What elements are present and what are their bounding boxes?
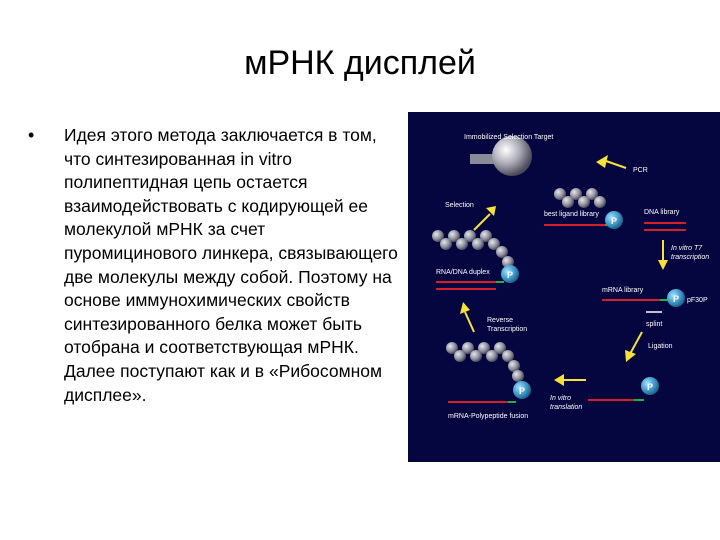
bullet-text: Идея этого метода заключается в том, что синтезированная in vitro полипептидная цепь остается взаимодействовать с кодирующей ее молекулой мРНК за счет пуромицинового линкера, связывающего две молекулы между собой. Поэтому на основе иммунохимических свойств синтезированного белка может быть отобрана и соответствующая мРНК. Далее поступают как и в «Рибосомном дисплее». bbox=[64, 125, 398, 405]
label-reverse: Reverse bbox=[487, 317, 514, 324]
p-symbol: P bbox=[673, 294, 680, 304]
mrna-display-diagram bbox=[408, 112, 720, 462]
arrow-selection bbox=[486, 206, 496, 216]
label-immobilized-target: Immobilized Selection Target bbox=[464, 134, 554, 141]
bullet-item bbox=[28, 124, 398, 407]
label-transcription-2: Transcription bbox=[487, 326, 528, 333]
fusion-bead-chain bbox=[446, 342, 524, 382]
label-rna-dna-duplex: RNA/DNA duplex bbox=[436, 269, 490, 276]
arrow-translation bbox=[554, 374, 564, 386]
label-transcription: transcription bbox=[671, 254, 710, 261]
p-symbol: P bbox=[647, 382, 654, 392]
best-ligand-beads bbox=[554, 188, 606, 208]
label-ligation: Ligation bbox=[648, 343, 673, 350]
label-fusion: mRNA-Polypeptide fusion bbox=[448, 413, 529, 420]
label-mrna-library: mRNA library bbox=[602, 287, 644, 294]
label-translation: translation bbox=[550, 404, 583, 411]
label-selection: Selection bbox=[445, 202, 474, 209]
slide-title: мРНК дисплей bbox=[244, 44, 476, 82]
label-in-vitro: In vitro bbox=[550, 395, 572, 402]
bullet-symbol: • bbox=[28, 125, 35, 145]
p-symbol: P bbox=[507, 270, 514, 280]
label-dna-library: DNA library bbox=[644, 209, 680, 216]
label-splint: splint bbox=[646, 321, 663, 328]
label-best-ligand: best ligand library bbox=[544, 211, 599, 218]
label-pcr: PCR bbox=[633, 167, 648, 174]
label-p30p: pF30P bbox=[687, 297, 708, 304]
p-symbol: P bbox=[519, 386, 526, 396]
diagram-svg bbox=[408, 112, 720, 462]
p-symbol: P bbox=[611, 216, 618, 226]
selection-target-sphere bbox=[470, 136, 532, 176]
duplex-bead-chain bbox=[432, 230, 514, 268]
arrow-transcription bbox=[658, 260, 668, 270]
label-in-vitro-t7: In vitro T7 bbox=[671, 245, 703, 252]
